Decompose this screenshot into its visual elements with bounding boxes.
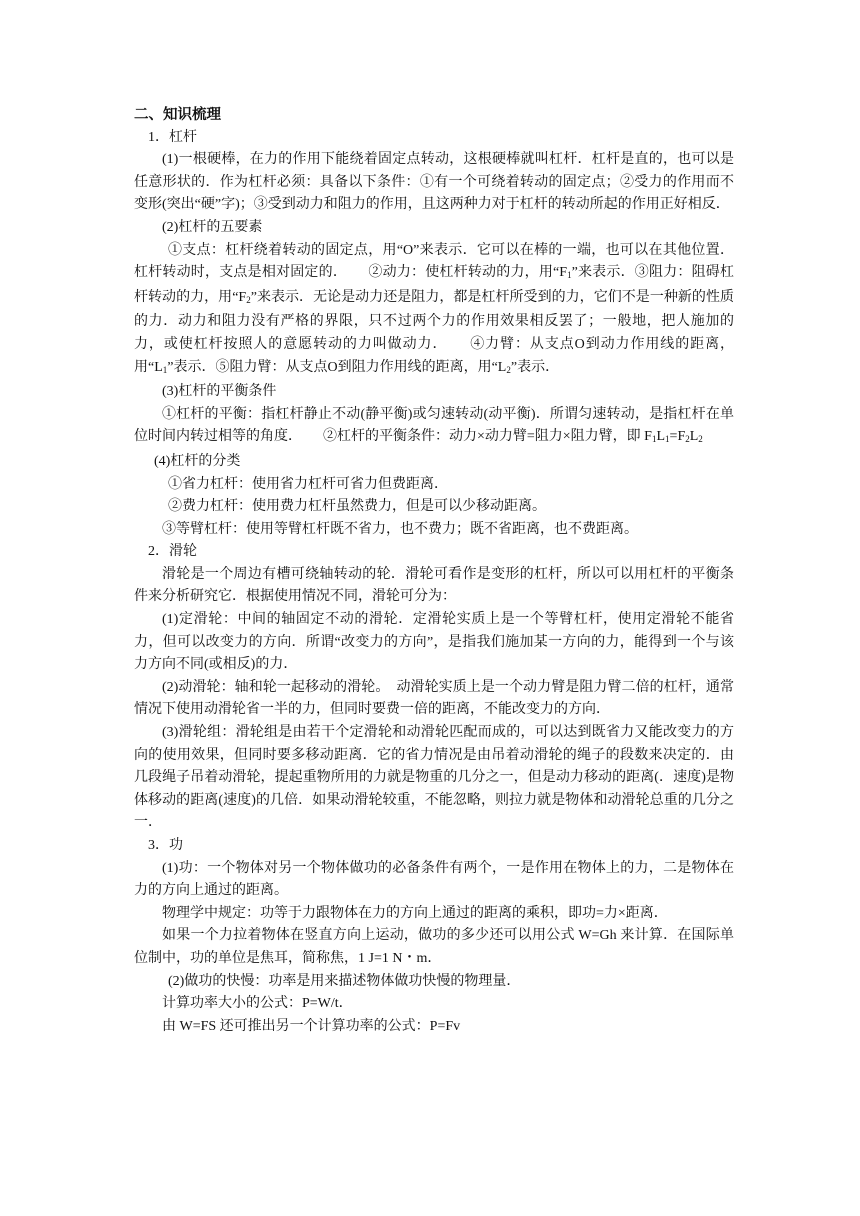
pulley-block: (3)滑轮组：滑轮组是由若干个定滑轮和动滑轮匹配而成的，可以达到既省力又能改变力的方向的使用效果，但同时要多移动距离．它的省力情况是由吊着动滑轮的绳子的段数来决定的．由几段绳子吊着动滑轮，提起重物所用的力就是物重的几分之一，但是动力移动的距离(．速度)是物体移动的距离(速度)的几倍．如果动滑轮较重，不能忽略，则拉力就是物体和动滑轮总重的几分之一．	[134, 725, 734, 831]
lever-balance	[134, 404, 734, 451]
five-elements-text-c: ”来表示．无论是动力还是阻力，都是杠杆所受到的力，它们不是一种新的性质的力．动力和阻力没有严格的界限，只不过两个力的作用效果相反罢了；一般地，把人施加的力，或使杠杆按照人的意愿转动的力叫做动力． ④力臂：从支点O到动力作用线的距离，用“L	[134, 289, 734, 375]
power-formula: 计算功率大小的公式：P=W/t．	[162, 996, 353, 1012]
five-elements-text-a: ①支点：杠杆绕着转动的固定点，用“O”来表示．它可以在棒的一端，也可以在其他位置．杠杆转动时，支点是相对固定的． ②动力：使杠杆转动的力，用“F	[134, 242, 734, 281]
fixed-pulley: (1)定滑轮：中间的轴固定不动的滑轮．定滑轮实质上是一个等臂杠杆，使用定滑轮不能省力，但可以改变力的方向．所谓“改变力的方向”，是指我们施加某一方向的力，能得到一个与该力方向不同(或相反)的力．	[134, 612, 734, 673]
five-elements-text-b: ”来表示．③阻力：阻碍杠杆转动的力，用“F	[134, 265, 734, 305]
power-formula-fv: 由 W=FS 还可推出另一个计算功率的公式：P=Fv	[162, 1018, 461, 1034]
power-definition: (2)做功的快慢：功率是用来描述物体做功快慢的物理量．	[168, 973, 521, 989]
subscript-2: 2	[685, 434, 690, 445]
lever-balance-title: (3)杠杆的平衡条件	[162, 384, 277, 400]
five-elements-text-d: ”表示．⑤阻力臂：从支点O到阻力作用线的距离，用“L	[167, 359, 507, 375]
work-formula: 如果一个力拉着物体在竖直方向上运动，做功的多少还可以用公式 W=Gh 来计算．在国际单位制中，功的单位是焦耳，简称焦，1 J=1 N・m．	[134, 928, 734, 966]
balance-eq: =F	[669, 429, 686, 445]
lever-class-3: ③等臂杠杆：使用等臂杠杆既不省力，也不费力；既不省距离，也不费距离。	[162, 521, 638, 537]
subscript-1: 1	[162, 364, 168, 375]
pulley-heading: 2．滑轮	[148, 544, 197, 560]
lever-five-elements	[134, 240, 734, 382]
work-definition: (1)功：一个物体对另一个物体做功的必备条件有两个，一是作用在物体上的力，二是物体在力的方向上通过的距离。	[134, 860, 734, 899]
lever-class-2: ②费力杠杆：使用费力杠杆虽然费力，但是可以少移动距离。	[168, 499, 546, 515]
subscript-2: 2	[246, 294, 251, 305]
work-heading: 3．功	[148, 838, 183, 853]
lever-five-elements-title: (2)杠杆的五要素	[162, 219, 263, 235]
pulley-intro: 滑轮是一个周边有槽可绕轴转动的轮．滑轮可看作是变形的杠杆，所以可以用杠杆的平衡条件来分析研究它．根据使用情况不同，滑轮可分为：	[134, 566, 734, 605]
subscript-1: 1	[567, 270, 572, 281]
balance-L2: L	[689, 429, 699, 445]
subscript-1: 1	[651, 434, 657, 445]
subscript-1: 1	[665, 434, 670, 445]
work-rule: 物理学中规定：功等于力跟物体在力的方向上通过的距离的乘积，即功=力×距离．	[162, 905, 668, 921]
subscript-2: 2	[506, 364, 511, 375]
knowledge-summary	[134, 104, 734, 1038]
lever-definition: (1)一根硬棒，在力的作用下能绕着固定点转动，这根硬棒就叫杠杆．杠杆是直的，也可以是任意形状的．作为杠杆必须：具备以下条件：①有一个可绕着转动的固定点；②受力的作用而不变形(突出“硬”字)；③受到动力和阻力的作用，且这两种力对于杠杆的转动所起的作用正好相反．	[134, 152, 734, 213]
balance-text: ①杠杆的平衡：指杠杆静止不动(静平衡)或匀速转动(动平衡)．所谓匀速转动，是指杠杆在单位时间内转过相等的角度． ②杠杆的平衡条件：动力×动力臂=阻力×阻力臂，即 F	[134, 406, 734, 445]
movable-pulley: (2)动滑轮：轴和轮一起移动的滑轮。 动滑轮实质上是一个动力臂是阻力臂二倍的杠杆，通常情况下使用动滑轮省一半的力，但同时要费一倍的距离，不能改变力的方向．	[134, 679, 734, 718]
subscript-2: 2	[698, 434, 703, 445]
lever-classification-title: (4)杠杆的分类	[154, 453, 241, 469]
balance-L: L	[656, 429, 666, 445]
lever-class-1: ①省力杠杆：使用省力杠杆可省力但费距离．	[168, 476, 448, 492]
section-title: 二、知识梳理	[134, 107, 221, 123]
five-elements-text-e: ”表示．	[510, 359, 560, 375]
lever-heading: 1．杠杆	[148, 129, 197, 145]
